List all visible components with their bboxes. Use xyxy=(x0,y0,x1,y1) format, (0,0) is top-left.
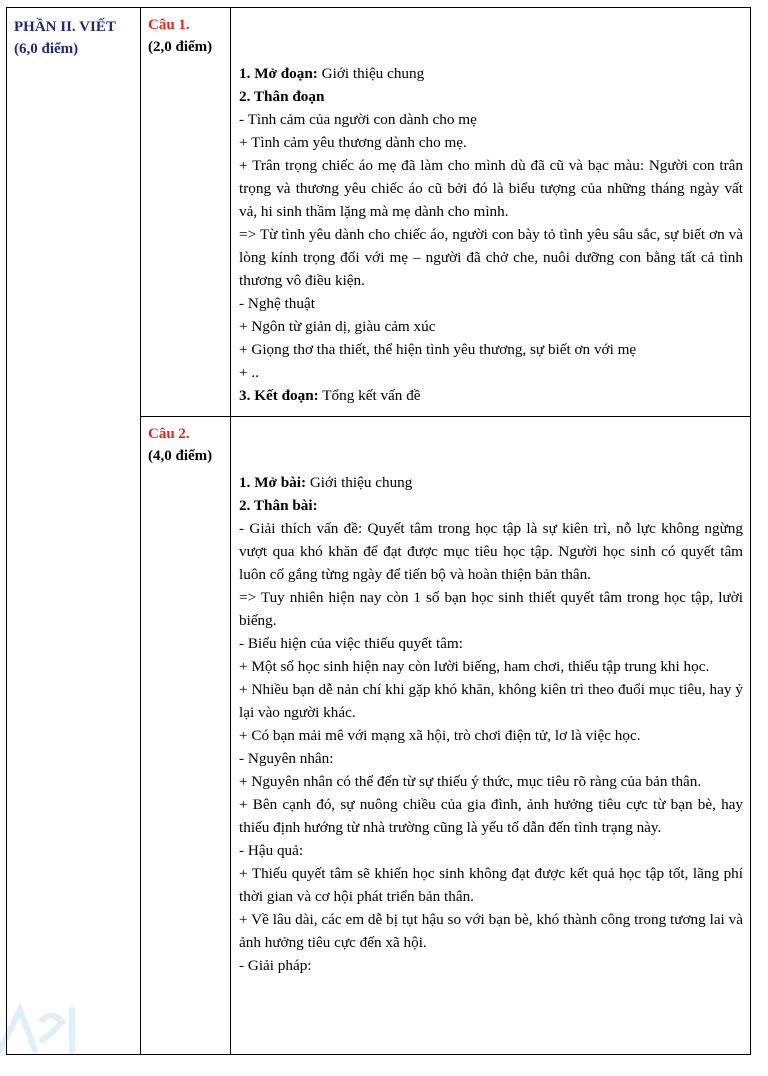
answer-line xyxy=(239,223,743,292)
question-1-score: (2,0 điểm) xyxy=(148,39,213,55)
answer-line-text: - Nguyên nhân: xyxy=(239,750,334,767)
answer-line xyxy=(239,131,743,154)
part-score: (6,0 điểm) xyxy=(14,41,79,57)
answer-line xyxy=(239,908,743,954)
answer-line xyxy=(239,586,743,632)
answer-line-text: => Từ tình yêu dành cho chiếc áo, người con bày tỏ tình yêu sâu sắc, sự biết ơn và lòng kính trọng đối với mẹ – người đã chở che, nuôi dưỡng con bằng tất cả tình thương vô điều kiện. xyxy=(239,226,743,289)
answer-line-text: Giới thiệu chung xyxy=(317,65,425,82)
answer-line xyxy=(239,954,743,977)
question-1-answer-cell xyxy=(231,8,751,417)
answer-line-text: + Nhiều bạn dễ nản chí khi gặp khó khăn, không kiên trì theo đuổi mục tiêu, hay ỷ lại vào người khác. xyxy=(239,681,743,721)
answer-line-text: + Trân trọng chiếc áo mẹ đã làm cho mình dù đã cũ và bạc màu: Người con trân trọng và thương yêu chiếc áo cũ bởi đó là biểu tượng của những tháng ngày vất vả, hi sinh thầm lặng mà mẹ dành cho mình. xyxy=(239,157,743,220)
answer-line xyxy=(239,315,743,338)
answer-line-label: 2. Thân đoạn xyxy=(239,88,325,105)
question-1-answer xyxy=(231,8,750,407)
answer-line xyxy=(239,770,743,793)
answer-line-text: + Có bạn mải mê với mạng xã hội, trò chơi điện tử, lơ là việc học. xyxy=(239,727,641,744)
answer-line-label: 2. Thân bài: xyxy=(239,497,318,514)
answer-line-text: + Ngôn từ giản dị, giàu cảm xúc xyxy=(239,318,436,335)
answer-line-text: - Nghệ thuật xyxy=(239,295,315,312)
answer-line-text: + Về lâu dài, các em dễ bị tụt hậu so với bạn bè, khó thành công trong tương lai và ảnh hưởng tiêu cực đến xã hội. xyxy=(239,911,743,951)
answer-line-text: + .. xyxy=(239,364,259,381)
answer-line xyxy=(239,471,743,494)
answer-line xyxy=(239,85,743,108)
grading-table xyxy=(6,7,751,1055)
answer-line-label: 1. Mở đoạn: xyxy=(239,65,318,82)
answer-line-text: - Hậu quả: xyxy=(239,842,304,859)
question-2-title: Câu 2. xyxy=(148,426,190,442)
answer-line xyxy=(239,862,743,908)
answer-line-label: 1. Mở bài: xyxy=(239,474,307,491)
answer-line xyxy=(239,678,743,724)
answer-line xyxy=(239,747,743,770)
question-1-title: Câu 1. xyxy=(148,17,190,33)
answer-line xyxy=(239,361,743,384)
answer-line xyxy=(239,839,743,862)
answer-line-text: - Biểu hiện của việc thiếu quyết tâm: xyxy=(239,635,463,652)
question-1-cell xyxy=(141,8,231,417)
part-title: PHẦN II. VIẾT xyxy=(14,19,116,35)
answer-line xyxy=(239,292,743,315)
question-2-answer-cell xyxy=(231,417,751,1055)
answer-line xyxy=(239,724,743,747)
answer-line xyxy=(239,108,743,131)
answer-line xyxy=(239,655,743,678)
question-2-score: (4,0 điểm) xyxy=(148,448,213,464)
answer-line-label: 3. Kết đoạn: xyxy=(239,387,319,404)
question-2-cell xyxy=(141,417,231,1055)
question-2-answer xyxy=(231,417,750,977)
answer-line-text: => Tuy nhiên hiện nay còn 1 số bạn học sinh thiết quyết tâm trong học tập, lười biếng. xyxy=(239,589,743,629)
answer-line-text: + Tình cảm yêu thương dành cho mẹ. xyxy=(239,134,467,151)
answer-line-text: - Giải pháp: xyxy=(239,957,312,974)
answer-line xyxy=(239,338,743,361)
answer-line-text: + Nguyên nhân có thể đến từ sự thiếu ý thức, mục tiêu rõ ràng của bản thân. xyxy=(239,773,702,790)
answer-line xyxy=(239,384,743,407)
answer-line-text: Tổng kết vấn đề xyxy=(318,387,421,404)
answer-line-text: + Bên cạnh đó, sự nuông chiều của gia đình, ảnh hưởng tiêu cực từ bạn bè, hay thiếu định hướng từ nhà trường cũng là yếu tố dẫn đến tình trạng này. xyxy=(239,796,743,836)
answer-line-text: + Giọng thơ tha thiết, thể hiện tình yêu thương, sự biết ơn với mẹ xyxy=(239,341,637,358)
answer-line-text: + Thiếu quyết tâm sẽ khiến học sinh không đạt được kết quả học tập tốt, lãng phí thời gian và cơ hội phát triển bản thân. xyxy=(239,865,743,905)
answer-line xyxy=(239,62,743,85)
answer-line xyxy=(239,793,743,839)
answer-line-text: Giới thiệu chung xyxy=(306,474,413,491)
answer-line-text: + Một số học sinh hiện nay còn lười biếng, ham chơi, thiếu tập trung khi học. xyxy=(239,658,710,675)
answer-line-text: - Giải thích vấn đề: Quyết tâm trong học tập là sự kiên trì, nỗ lực không ngừng vượt qua khó khăn để đạt được mục tiêu học tập. Người học sinh có quyết tâm luôn cố gắng từng ngày để tiến bộ và hoàn thiện bản thân. xyxy=(239,520,743,583)
answer-line xyxy=(239,632,743,655)
answer-line xyxy=(239,494,743,517)
answer-line-text: - Tình cảm của người con dành cho mẹ xyxy=(239,111,477,128)
part-cell xyxy=(7,8,141,1055)
answer-line xyxy=(239,517,743,586)
answer-line xyxy=(239,154,743,223)
